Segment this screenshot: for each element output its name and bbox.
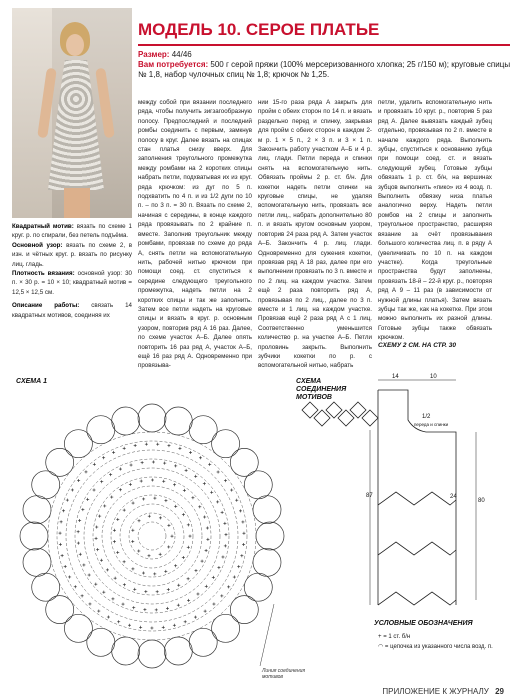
scheme1-label: СХЕМА 1	[16, 378, 48, 385]
legend-item	[378, 642, 493, 652]
scheme2-footnote: СХЕМУ 2 СМ. НА СТР. 30	[378, 342, 457, 349]
model-photo	[12, 8, 132, 218]
title-row	[138, 20, 510, 46]
footer-text: ПРИЛОЖЕНИЕ К ЖУРНАЛУ	[382, 687, 489, 696]
connection-scheme-label: СХЕМА СОЕДИНЕНИЯ МОТИВОВ	[296, 378, 347, 401]
pattern-num-half: 1/2	[422, 414, 431, 420]
text-column-3	[258, 98, 372, 370]
density-label: Плотность вязания:	[12, 270, 75, 278]
materials-value: 500 г серой пряжи (100% мерсеризованного хлопка; 25 г/150 м); круговые спицы № 1,8, набор чулочных спиц № 1,8; крючок № 1,25.	[138, 60, 511, 79]
connection-line-note: Линия соединения мотивов	[262, 668, 306, 680]
page-title: МОДЕЛЬ 10. СЕРОЕ ПЛАТЬЕ	[138, 20, 380, 39]
left-column	[12, 222, 132, 362]
scheme1-diagram	[12, 386, 302, 686]
legend-symbol: +	[378, 634, 382, 640]
desc-text: связать 14 квадратных мотивов, соединяя их	[12, 302, 132, 319]
pattern-num-top-a: 14	[392, 374, 399, 380]
text-column-4	[378, 98, 492, 342]
legend-text: = 1 ст. б/н	[383, 634, 411, 640]
size-label: Размер:	[138, 50, 170, 59]
motif-text: вязать по схеме 1 круг. р. по спирали, без петель подъёма.	[12, 223, 132, 240]
legend-symbol: ◠	[378, 644, 384, 650]
motif-label: Квадратный мотив:	[12, 223, 74, 230]
column-4-text: петли, удалить вспомогательную нить и провязать 10 круг. р., повторив 5 раз ряд А. Далее вывязать каждый зубец отдельно, провязывая по 2 п. вместе в начале каждого ряда. Выполнить зубцы, спуститься к основанию зубца при помощи соед. ст. и вязать следующий зубец. Готовые зубцы обвязать 1 р. ст. б/н, на вершинах зубцов выполнить «пико» из 4 возд. п. Выполнить обвязку низа платья аналогично верху. Надеть петли ромбов на 2 спицы и заполнить треугольное пространство, расширяя вязание за счёт провязывания большого количества лиц. п. в ряду А (увеличивать по 10 п. на каждом участке). Когда треугольные пространства будут заполнены, провязать 18-й – 22-й круг. р., повторяя ряд А 9 – 11 раз (в зависимости от нужной длины платья). Затем вязать зубцы так же, как на кокетке. При этом можно выполнить их разной длины. Готовые зубцы также обвязать крючком.	[378, 99, 492, 342]
pattern-num-right-mid: 80	[478, 498, 485, 504]
text-column-2	[138, 98, 252, 370]
pattern-num-lower: 24	[450, 494, 457, 500]
size-value: 44/46	[171, 50, 192, 59]
legend-text: = цепочка из указанного числа возд. п.	[384, 644, 493, 650]
main-label: Основной узор:	[12, 241, 63, 249]
pattern-half-note: переда и спинки	[414, 422, 449, 427]
column-2-text: между собой при вязании последнего ряда, чтобы получить зигзагообразную полосу. Предпоследний и последний ромбы соединить с первым, замкнув полосу в круг. Далее вязать на спицах стан платья снизу вверх. Для заполнения треугольного промежутка между ромбами на 2 коротких спицы набрать петли, подхватывая их из круг. ряда крючком: из дуг по 5 п. подхватить по 4 п. и из 1/2 дуги по 10 п. – по 3 п. = 30 п. Вязать по схеме 2, начиная с середины, в конце каждого ряда провязывать по 2 крайние п. вместе. Заполнив треугольник между ромбами, провязав по схеме до ряда А, снять петли на вспомогательную нить, рабочей нитью крючком при помощи соед. ст. спуститься к середине следующего треугольного промежутка, надеть петли на 2 коротких спицы и так же заполнить. Затем все петли надеть на круговые спицы и вязать в круг. р. основным узором, повторив ряд А 16 раз. Далее, по схеме участок А–Б. Далее опять повторить 16 раз ряд А, участок А–Б, ещё 16 раз ряд А. Одновременно при провязыва-	[138, 99, 252, 370]
column-3-text: нии 15-го раза ряда А закрыть для пройм с обеих сторон по 14 п. и вязать раздельно перед и спинку, закрывая для пройм с обеих сторон в каждом 2-м р. 1 × 5 п., 2 × 3 п. и 3 × 1 п. Закончить работу участком А–Б и 4 р. лиц. глади. Петли переда и спинки снять на вспомогательную нить. Обвязать проймы 2 р. ст. б/н. Для кокетки надеть петли спинки на круговые спицы, не удаляя вспомогательную нить, провязать все петли лиц., набрать дополнительно 80 п. и вязать кругом основным узором, повторив 24 раза ряд А. Затем участок А–Б. Закончить 4 р. лиц. глади. Одновременно для сужения кокетки, провязав ряд А 18 раз, далее при его выполнении провязать по 3 п. вместе и по 2 лиц. на каждом участке. Затем ещё 2 раза повторить ряд А, провязывая по 2 лиц., далее по 3 п. вместе и 1 лиц. на каждом участке. Провязав ещё 2 раза ряд А с 1 лиц. Соответственно уменьшится количество р. на участке А–Б. Петли проловинь закрыть. Выполнить зубчики кокетки по р. с вспомогательной нитью, набрать	[258, 99, 372, 370]
pattern-diagram	[366, 370, 516, 620]
page-footer	[382, 687, 504, 696]
page-number: 29	[495, 687, 504, 696]
main-text: вязать по схеме 2, в изн. и чётных круг. р. вязать по рисунку лиц. гладь.	[12, 241, 132, 268]
pattern-num-top-b: 10	[430, 374, 437, 380]
density-text: основной узор: 30 п. × 30 р. = 10 × 10; квадратный мотив = 12,5 × 12,5 см.	[12, 270, 132, 296]
spec-block	[138, 50, 512, 80]
materials-label: Вам потребуется:	[138, 60, 209, 69]
legend-title: УСЛОВНЫЕ ОБОЗНАЧЕНИЯ	[374, 620, 473, 627]
legend-item	[378, 632, 493, 642]
pattern-num-left-mid: 87	[366, 493, 373, 499]
legend	[378, 632, 493, 652]
desc-label: Описание работы:	[12, 302, 80, 310]
